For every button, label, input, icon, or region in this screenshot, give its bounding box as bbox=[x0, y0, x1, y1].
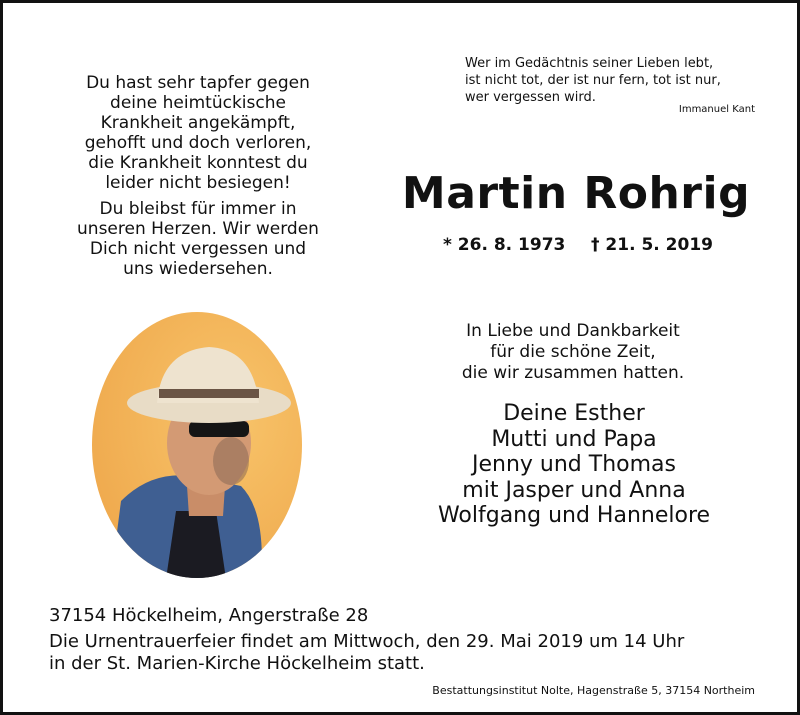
family-line: Mutti und Papa bbox=[491, 426, 657, 452]
poem-stanza-2 bbox=[43, 199, 353, 279]
poem-line: Dich nicht vergessen und bbox=[89, 239, 307, 259]
quote-line: ist nicht tot, der ist nur fern, tot ist nur, bbox=[465, 73, 721, 88]
poem-line: uns wiedersehen. bbox=[123, 259, 273, 279]
family-line: Jenny und Thomas bbox=[472, 452, 676, 477]
family-signatures bbox=[393, 401, 755, 529]
poem-stanza-1 bbox=[43, 73, 353, 193]
portrait-image bbox=[91, 311, 303, 579]
poem-line: Du hast sehr tapfer gegen bbox=[86, 73, 310, 93]
thanks-line: für die schöne Zeit, bbox=[490, 342, 656, 362]
poem-line: gehofft und doch verloren, bbox=[84, 133, 312, 153]
family-address: 37154 Höckelheim, Angerstraße 28 bbox=[49, 605, 369, 626]
quote-line: wer vergessen wird. bbox=[465, 90, 596, 105]
funeral-service-info bbox=[49, 631, 769, 675]
quote bbox=[465, 55, 765, 106]
undertaker-info: Bestattungsinstitut Nolte, Hagenstraße 5, 37154 Northeim bbox=[432, 684, 755, 697]
service-line: in der St. Marien-Kirche Höckelheim statt. bbox=[49, 653, 425, 674]
birth-date: * 26. 8. 1973 bbox=[443, 235, 566, 255]
life-dates bbox=[443, 235, 713, 255]
quote-author: Immanuel Kant bbox=[678, 104, 755, 115]
poem-line: leider nicht besiegen! bbox=[105, 173, 291, 193]
deceased-name: Martin Rohrig bbox=[401, 168, 751, 219]
poem-line: deine heimtückische bbox=[110, 93, 286, 113]
family-line: Deine Esther bbox=[503, 401, 645, 426]
family-line: Wolfgang und Hannelore bbox=[437, 503, 711, 528]
quote-line: Wer im Gedächtnis seiner Lieben lebt, bbox=[465, 56, 714, 71]
service-line: Die Urnentrauerfeier findet am Mittwoch, den 29. Mai 2019 um 14 Uhr bbox=[49, 631, 685, 652]
death-date: † 21. 5. 2019 bbox=[591, 235, 713, 255]
poem-line: unseren Herzen. Wir werden bbox=[77, 219, 319, 239]
family-line: mit Jasper und Anna bbox=[462, 477, 686, 503]
poem bbox=[43, 73, 353, 279]
thanks-text bbox=[423, 321, 723, 384]
poem-line: Du bleibst für immer in bbox=[99, 199, 297, 219]
thanks-line: die wir zusammen hatten. bbox=[461, 363, 685, 383]
thanks-line: In Liebe und Dankbarkeit bbox=[466, 321, 680, 341]
poem-line: Krankheit angekämpft, bbox=[100, 113, 296, 133]
portrait-photo bbox=[91, 311, 303, 579]
poem-line: die Krankheit konntest du bbox=[88, 153, 308, 173]
